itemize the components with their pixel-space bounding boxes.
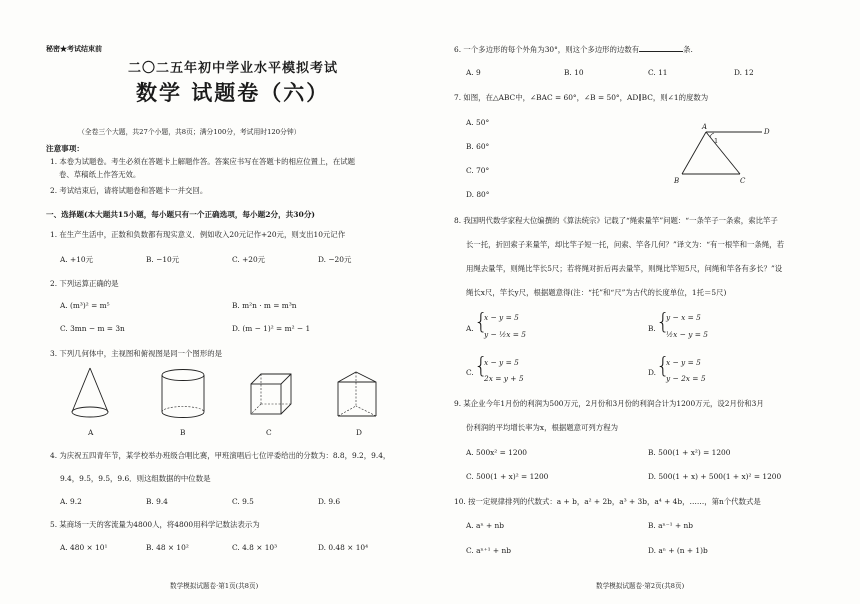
brace: { <box>656 354 670 379</box>
option-d: D. 12 <box>734 68 754 77</box>
option-a: A. +10元 <box>60 255 94 264</box>
option-a: A. 9.2 <box>60 497 82 506</box>
equation: y − x = 5 <box>666 313 701 322</box>
question-stem: 9. 某企业今年1月份的利润为500万元，2月份和3月份的利润合计为1200万元，设2月份和3月 <box>454 399 764 408</box>
brace: { <box>474 310 488 335</box>
question-stem: 3. 下列几何体中，主视图和俯视图是同一个图形的是 <box>50 349 222 358</box>
triangle-figure <box>674 126 774 186</box>
option-d: D. 0.48 × 10⁴ <box>318 543 369 552</box>
figure-label: B <box>180 428 186 437</box>
question-stem: 绳长x尺，竿长y尺，根据题意得(注：“托”和“尺”为古代的长度单位，1托＝5尺) <box>466 288 727 297</box>
brace: { <box>474 354 488 379</box>
equation: x − y = 5 <box>484 313 519 322</box>
question-stem: 2. 下列运算正确的是 <box>50 279 119 288</box>
option-c: C. 4.8 × 10³ <box>232 543 278 552</box>
question-stem: 8. 我国明代数学家程大位编撰的《算法统宗》记载了“绳索量竿”问题：“一条竿子一条索，索比竿子 <box>454 216 778 225</box>
section-heading: 一、选择题(本大题共15小题，每小题只有一个正确选项，每小题2分，共30分) <box>46 210 316 219</box>
option-b: B. m²n · m = m³n <box>232 301 297 310</box>
question-stem: 1. 在生产生活中，正数和负数都有现实意义．例如收入20元记作+20元，则支出10元记作 <box>50 230 346 239</box>
brace: { <box>656 310 670 335</box>
question-stem: 7. 如图，在△ABC中，∠BAC = 60°，∠B = 50°，AD∥BC，则∠1的度数为 <box>454 93 709 102</box>
option-d: D. −20元 <box>318 255 352 264</box>
option-a: A. aⁿ + nb <box>466 521 505 530</box>
answer-blank <box>639 44 683 52</box>
paper-info: （全卷三个大题，共27个小题，共8页；满分100分，考试用时120分钟） <box>78 128 301 136</box>
figure-label: A <box>88 428 94 437</box>
option-a: A. 9 <box>466 68 481 77</box>
option-c: C. aⁿ⁺¹ + nb <box>466 546 511 555</box>
cube-figure <box>249 372 293 422</box>
page-footer: 数学模拟试题卷·第1页(共8页) <box>170 582 259 590</box>
option-b: B. 48 × 10² <box>146 543 189 552</box>
option-b: B. 500(1 + x²) = 1200 <box>648 448 731 457</box>
option-a: A. (m³)² = m⁵ <box>60 301 110 310</box>
equation: y − ½x = 5 <box>484 330 526 339</box>
option-d: D. aⁿ + (n + 1)b <box>648 546 708 555</box>
option-d: D. 500(1 + x) + 500(1 + x)² = 1200 <box>648 472 782 481</box>
exam-title: 二〇二五年初中学业水平模拟考试 <box>128 61 339 76</box>
option-c: C. 70° <box>466 166 490 175</box>
option-label: D. <box>648 368 657 377</box>
option-d: D. (m − 1)² = m² − 1 <box>232 324 311 333</box>
prism-figure <box>336 370 380 422</box>
stem-text: 条. <box>683 45 693 54</box>
cylinder-figure <box>160 368 206 424</box>
page-footer: 数学模拟试题卷·第2页(共8页) <box>596 582 685 590</box>
question-stem: 长一托，折回索子来量竿，却比竿子短一托，问索、竿各几何？”译文为：“有一根竿和一条绳，若 <box>466 240 784 249</box>
option-d: D. 80° <box>466 190 490 199</box>
option-label: B. <box>648 324 656 333</box>
question-stem: 4. 为庆祝五四青年节，某学校举办班级合唱比赛，甲班演唱后七位评委给出的分数为：8.8，9.2，9.4， <box>50 451 391 460</box>
question-stem: 5. 某商场一天的客流量为4800人，将4800用科学记数法表示为 <box>50 520 260 529</box>
point-label: A <box>702 123 708 131</box>
note-line: 卷、草稿纸上作答无效。 <box>59 170 141 179</box>
point-label: D <box>764 128 770 136</box>
option-c: C. 11 <box>648 68 668 77</box>
figure-label: D <box>356 428 362 437</box>
notes-heading: 注意事项： <box>46 144 84 153</box>
point-label: C <box>740 177 746 185</box>
angle-label: 1 <box>714 137 719 145</box>
note-line: 1. 本卷为试题卷。考生必须在答题卡上解题作答。答案应书写在答题卡的相应位置上，在试题 <box>50 157 356 166</box>
option-c: C. 9.5 <box>232 497 254 506</box>
paper-title: 数学 试题卷（六） <box>136 80 330 105</box>
option-c: C. +20元 <box>232 255 266 264</box>
option-label: C. <box>466 368 474 377</box>
question-stem: 份利润的平均增长率为x，根据题意可列方程为 <box>466 423 618 432</box>
option-b: B. 60° <box>466 142 490 151</box>
point-label: B <box>674 177 680 185</box>
stem-text: 6. 一个多边形的每个外角为30°，则这个多边形的边数有 <box>454 45 640 54</box>
right-page <box>430 0 860 604</box>
figure-label: C <box>266 428 272 437</box>
option-b: B. −10元 <box>146 255 180 264</box>
option-d: D. 9.6 <box>318 497 341 506</box>
equation: x − y = 5 <box>484 358 519 367</box>
equation: y − 2x = 5 <box>666 374 706 383</box>
question-stem: 9.4，9.5，9.5，9.6．则这组数据的中位数是 <box>60 474 211 483</box>
equation: ½x − y = 5 <box>666 330 708 339</box>
option-a: A. 500x² = 1200 <box>466 448 527 457</box>
option-b: B. aⁿ⁻¹ + nb <box>648 521 693 530</box>
option-c: C. 3mn − m = 3n <box>60 324 125 333</box>
note-line: 2. 考试结束后，请将试题卷和答题卡一并交回。 <box>50 186 208 195</box>
option-b: B. 10 <box>564 68 584 77</box>
cone-figure <box>70 366 110 422</box>
option-c: C. 500(1 + x)² = 1200 <box>466 472 549 481</box>
option-a: A. 480 × 10¹ <box>60 543 108 552</box>
question-stem <box>454 44 693 54</box>
equation: 2x = y + 5 <box>484 374 524 383</box>
question-stem: 用绳去量竿，则绳比竿长5尺；若将绳对折后再去量竿，则绳比竿短5尺，问绳和竿各有多长？”设 <box>466 264 783 273</box>
secret-label: 秘密★考试结束前 <box>46 44 102 53</box>
option-label: A. <box>466 324 474 333</box>
question-stem: 10. 按一定规律排列的代数式：a + b，a² + 2b，a³ + 3b，a⁴ + 4b，……，第n个代数式是 <box>454 497 761 506</box>
option-a: A. 50° <box>466 118 490 127</box>
equation: x − y = 5 <box>666 358 701 367</box>
option-b: B. 9.4 <box>146 497 168 506</box>
